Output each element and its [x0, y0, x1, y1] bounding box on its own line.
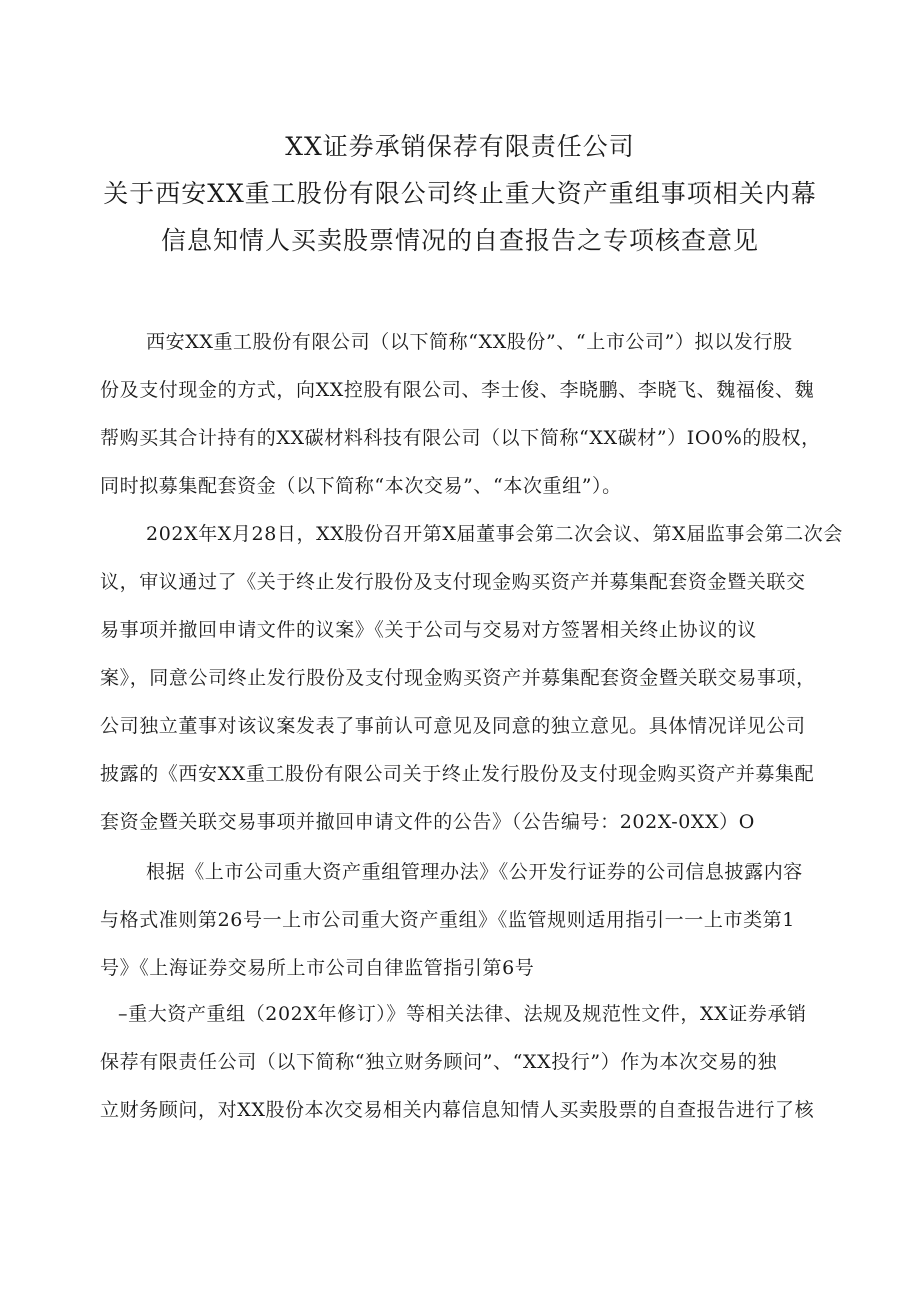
- paragraph-1-line: 同时拟募集配套资金（以下简称“本次交易”、“本次重组”）。: [100, 475, 622, 497]
- paragraph-1-line: 帮购买其合计持有的XX碳材料科技有限公司（以下简称“XX碳材”）IO0%的股权，: [100, 427, 821, 449]
- paragraph-2-line: 案》，同意公司终止发行股份及支付现金购买资产并募集配套资金暨关联交易事项，: [100, 667, 816, 689]
- title-line-1: XX证券承销保荐有限责任公司: [285, 132, 635, 161]
- paragraph-3-line: 号》《上海证券交易所上市公司自律监管指引第6号: [100, 957, 535, 979]
- paragraph-2-line: 议，审议通过了《关于终止发行股份及支付现金购买资产并募集配套资金暨关联交: [100, 571, 806, 593]
- paragraph-3-line: 保荐有限责任公司（以下简称“独立财务顾问”、“XX投行”）作为本次交易的独: [100, 1051, 778, 1073]
- paragraph-3-line: –重大资产重组（202X年修订）》等相关法律、法规及规范性文件，XX证券承销: [118, 1003, 807, 1025]
- document-title: [0, 123, 920, 264]
- title-line-3: 信息知情人买卖股票情况的自查报告之专项核查意见: [160, 226, 759, 255]
- paragraph-2-line: 公司独立董事对该议案发表了事前认可意见及同意的独立意见。具体情况详见公司: [100, 715, 806, 737]
- paragraph-2-line: 披露的《西安XX重工股份有限公司关于终止发行股份及支付现金购买资产并募集配: [100, 763, 815, 785]
- paragraph-3-line: 与格式准则第26号一上市公司重大资产重组》《监管规则适用指引一一上市类第1: [100, 909, 795, 931]
- paragraph-2-line: 202X年X月28日，XX股份召开第X届董事会第二次会议、第X届监事会第二次会: [146, 523, 844, 545]
- paragraph-3-line: 立财务顾问，对XX股份本次交易相关内幕信息知情人买卖股票的自查报告进行了核: [100, 1099, 815, 1121]
- paragraph-2-line: 套资金暨关联交易事项并撤回申请文件的公告》（公告编号：202X-0XX）O: [100, 811, 755, 833]
- title-line-2: 关于西安XX重工股份有限公司终止重大资产重组事项相关内幕: [103, 179, 817, 208]
- paragraph-1-line: 份及支付现金的方式，向XX控股有限公司、李士俊、李晓鹏、李晓飞、魏福俊、魏: [100, 379, 815, 401]
- paragraph-3-line: 根据《上市公司重大资产重组管理办法》《公开发行证券的公司信息披露内容: [146, 861, 803, 883]
- paragraph-1-line: 西安XX重工股份有限公司（以下简称“XX股份”、“上市公司”）拟以发行股: [146, 331, 793, 353]
- paragraph-2-line: 易事项并撤回申请文件的议案》《关于公司与交易对方签署相关终止协议的议: [100, 619, 757, 641]
